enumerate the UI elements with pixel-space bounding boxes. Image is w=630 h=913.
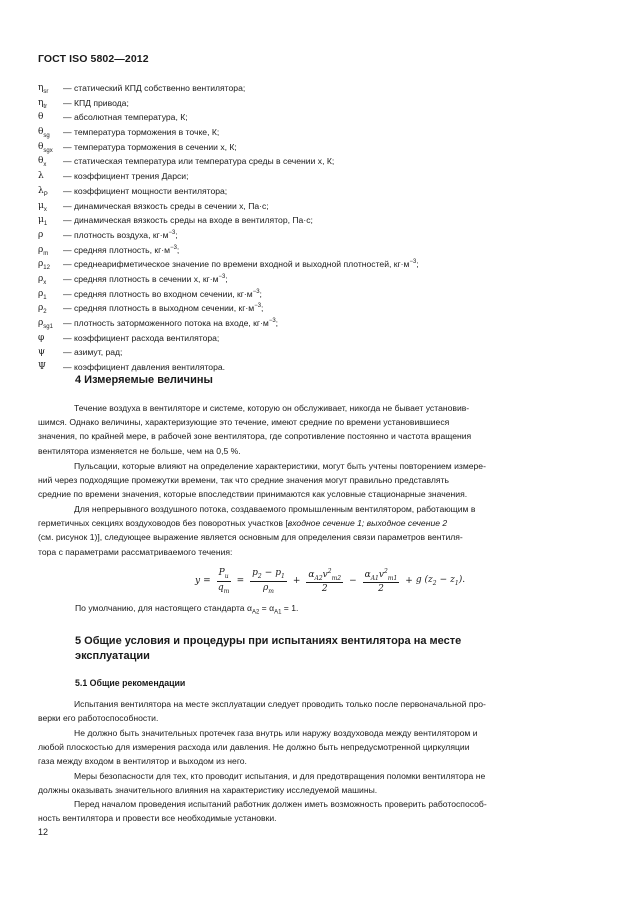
- formula-gravity-term: g $(z_2 - z_1)$.: [415, 575, 466, 587]
- nomenclature-row: [38, 272, 598, 287]
- text-line: верки его работоспособности.: [38, 713, 159, 724]
- formula-fraction-inlet-kinetic: $\frac{\alpha_{A1}v^2_{m1}}{2}$: [364, 567, 398, 595]
- nomenclature-description: — коэффициент трения Дарси;: [63, 171, 189, 182]
- text-line: любой плоскостью для измерения расхода или давления. Не должно быть непредусмотренной циркуляции: [38, 742, 470, 753]
- text-line: [38, 516, 593, 530]
- nomenclature-list: [38, 81, 598, 375]
- nomenclature-symbol: $\mu_x$: [38, 200, 47, 213]
- section-4-paragraph-2: [38, 459, 593, 502]
- nomenclature-symbol: $\theta_{sgx}$: [38, 141, 53, 154]
- nomenclature-symbol: $\theta_x$: [38, 156, 47, 169]
- text-fragment: герметичных секциях воздуховодов без поворотных участков [: [38, 518, 288, 529]
- text-line: Перед началом проведения испытаний работник должен иметь возможность проверить работоспособ-: [74, 799, 487, 809]
- nomenclature-row: [38, 257, 598, 272]
- nomenclature-row: [38, 301, 598, 316]
- text-line: вентилятора изменяется не больше, чем на 0,5 %.: [38, 445, 241, 456]
- nomenclature-description: — КПД привода;: [63, 97, 129, 108]
- nomenclature-description: — средняя плотность, $кг\cdot м^{-3}$;: [63, 244, 180, 255]
- text-line: Не должно быть значительных протечек газа внутрь или наружу воздуховода между вентилятором и: [74, 728, 478, 738]
- nomenclature-symbol: Ψ: [38, 362, 46, 373]
- default-alpha-statement: По умолчанию, для настоящего стандарта $\alpha_{A2} = \alpha_{A1} = 1$.: [75, 603, 299, 616]
- nomenclature-description: — плотность воздуха, $кг\cdot м^{-3}$;: [63, 229, 178, 240]
- section-5-paragraph-3: [38, 769, 593, 797]
- nomenclature-symbol: θ: [38, 112, 44, 123]
- nomenclature-symbol: $\lambda_P$: [38, 185, 48, 198]
- text-line: значения, по крайней мере, в рабочей зоне вентилятора, где сопротивление постоянно и частота вращения: [38, 431, 472, 442]
- nomenclature-symbol: $\rho_{12}$: [38, 259, 50, 272]
- nomenclature-row: [38, 110, 598, 125]
- section-4-paragraph-1: [38, 401, 593, 458]
- nomenclature-row: [38, 316, 598, 331]
- nomenclature-symbol: $\rho_1$: [38, 288, 47, 301]
- nomenclature-description: — коэффициент расхода вентилятора;: [63, 332, 220, 343]
- nomenclature-symbol: $\rho_x$: [38, 273, 47, 286]
- nomenclature-row: [38, 360, 598, 375]
- nomenclature-symbol: $\eta_{sr}$: [38, 83, 49, 95]
- section-5-1-heading: 5.1 Общие рекомендации: [75, 678, 186, 688]
- section-5-paragraph-1: [38, 697, 593, 725]
- formula-fraction-pressure: $\frac{p_2 - p_1}{\rho_m}$: [252, 567, 285, 595]
- emphasis-text: входное сечение 1; выходное сечение 2: [287, 518, 448, 529]
- section-5-paragraph-2: [38, 726, 593, 769]
- nomenclature-row: [38, 199, 598, 214]
- text-line: Для непрерывного воздушного потока, создаваемого промышленным вентилятором, работающим в: [74, 504, 476, 514]
- nomenclature-symbol: ψ: [38, 347, 46, 358]
- nomenclature-row: [38, 287, 598, 302]
- text-line: средние по времени значения, которые впоследствии принимаются как условные стационарные значения.: [38, 489, 468, 500]
- formula-lhs: y: [195, 576, 201, 586]
- nomenclature-row: [38, 213, 598, 228]
- section-4-paragraph-3: [38, 502, 593, 559]
- text-line: Пульсации, которые влияют на определение характеристики, могут быть учтены повторением измере-: [74, 461, 486, 471]
- nomenclature-symbol: $\mu_1$: [38, 215, 48, 227]
- text-line: ний через подходящие промежутки времени, так что средние значения могут правильно представлять: [38, 475, 450, 486]
- fan-work-formula: y = $\frac{P_u}{q_m}$ = $\frac{p_2 - p_1}{\rho_m}$ + $\frac{\alpha_{A2}v^2_{m2}}{2}$ − $\frac{\alpha_{A1}v^2_{m1}}{2}$ + g $(z_2 - z_1)$.: [195, 567, 466, 595]
- nomenclature-symbol: $\rho_2$: [38, 303, 47, 316]
- nomenclature-row: [38, 96, 598, 111]
- nomenclature-symbol: ρ: [38, 229, 44, 240]
- nomenclature-description: — среднеарифметическое значение по времени входной и выходной плотностей, $кг\cdot м^{-3}$;: [63, 259, 419, 270]
- nomenclature-row: [38, 228, 598, 243]
- text-line: газа между входом в вентилятор и выходом из него.: [38, 756, 247, 767]
- formula-fraction-outlet-kinetic: $\frac{\alpha_{A2}v^2_{m2}}{2}$: [308, 567, 342, 595]
- nomenclature-row: [38, 81, 598, 96]
- nomenclature-row: [38, 331, 598, 346]
- nomenclature-symbol: $\theta_{sg}$: [38, 127, 50, 139]
- nomenclature-row: [38, 243, 598, 258]
- nomenclature-description: — средняя плотность в сечении x, $кг\cdot м^{-3}$;: [63, 273, 228, 284]
- text-line: шимся. Однако величины, характеризующие это течение, имеют средние по времени установившиеся: [38, 417, 450, 428]
- text-line: Течение воздуха в вентиляторе и системе, которую он обслуживает, никогда не бывает установив-: [74, 403, 470, 413]
- nomenclature-row: [38, 184, 598, 199]
- text-line: Меры безопасности для тех, кто проводит испытания, и для предотвращения поломки вентилятора не: [74, 771, 486, 781]
- document-header: ГОСТ ISO 5802—2012: [38, 53, 149, 65]
- heading-line: 5 Общие условия и процедуры при испытаниях вентилятора на месте: [75, 635, 462, 647]
- nomenclature-description: — коэффициент давления вентилятора.: [63, 362, 226, 373]
- nomenclature-description: — температура торможения в сечении x, К;: [63, 141, 237, 152]
- nomenclature-description: — динамическая вязкость среды на входе в вентилятор, Па·с;: [63, 215, 313, 226]
- text-line: (см. рисунок 1)], следующее выражение является основным для определения связи параметров вентиля-: [38, 532, 463, 543]
- nomenclature-description: — коэффициент мощности вентилятора;: [63, 185, 228, 196]
- section-5-heading: [75, 634, 565, 664]
- nomenclature-symbol: $\eta_{tr}$: [38, 97, 48, 110]
- nomenclature-description: — температура торможения в точке, К;: [63, 127, 220, 138]
- text-line: ность вентилятора и провести все необходимые установки.: [38, 813, 277, 824]
- nomenclature-description: — абсолютная температура, К;: [63, 112, 188, 123]
- nomenclature-row: [38, 125, 598, 140]
- text-line: должны оказывать значительного влияния на характеристику исследуемой машины.: [38, 785, 378, 796]
- nomenclature-description: — средняя плотность во входном сечении, $кг\cdot м^{-3}$;: [63, 288, 262, 299]
- nomenclature-description: — динамическая вязкость среды в сечении x, Па·с;: [63, 200, 269, 211]
- nomenclature-description: — статическая температура или температура среды в сечении x, К;: [63, 156, 335, 167]
- nomenclature-symbol: λ: [38, 171, 44, 182]
- text-line: Испытания вентилятора на месте эксплуатации следует проводить только после первоначальной про-: [74, 699, 486, 709]
- heading-line: эксплуатации: [75, 650, 150, 662]
- section-5-paragraph-4: [38, 797, 593, 825]
- nomenclature-row: [38, 154, 598, 169]
- nomenclature-symbol: φ: [38, 332, 45, 343]
- page-number: 12: [38, 827, 49, 837]
- formula-fraction-pu-qm: $\frac{P_u}{q_m}$: [217, 567, 230, 595]
- nomenclature-description: — плотность заторможенного потока на входе, $кг\cdot м^{-3}$;: [63, 318, 279, 328]
- text-line: тора с параметрами рассматриваемого течения:: [38, 546, 233, 557]
- nomenclature-description: — средняя плотность в выходном сечении, $кг\cdot м^{-3}$;: [63, 303, 264, 314]
- nomenclature-symbol: $\rho_{sg1}$: [38, 318, 53, 330]
- nomenclature-row: [38, 140, 598, 155]
- nomenclature-description: — статический КПД собственно вентилятора;: [63, 83, 246, 93]
- nomenclature-description: — азимут, рад;: [63, 347, 123, 358]
- nomenclature-row: [38, 345, 598, 360]
- nomenclature-symbol: $\rho_m$: [38, 244, 49, 257]
- section-4-heading: 4 Измеряемые величины: [75, 374, 213, 386]
- nomenclature-row: [38, 169, 598, 184]
